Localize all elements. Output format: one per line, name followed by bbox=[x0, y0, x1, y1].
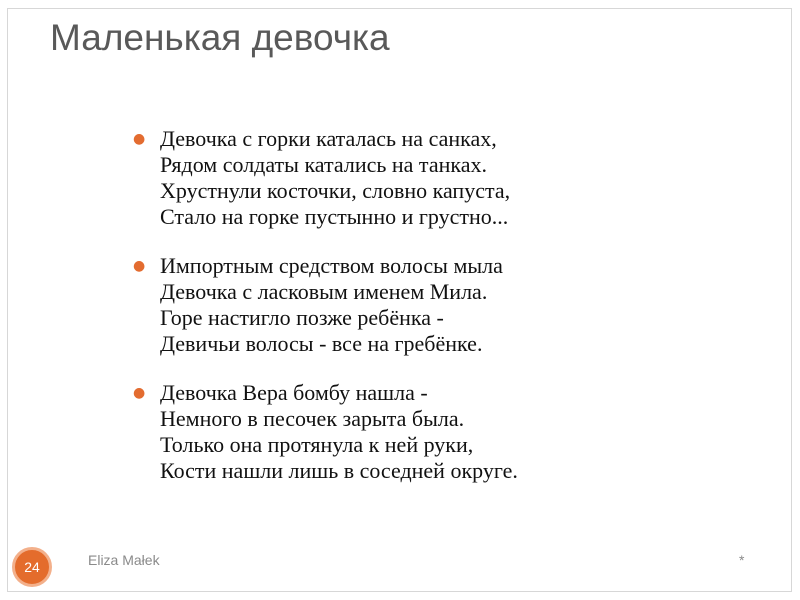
poem-line: Девочка с горки каталась на санках, bbox=[160, 126, 497, 151]
page-number: 24 bbox=[24, 559, 40, 575]
poem-line: Девичьи волосы - все на гребёнке. bbox=[160, 331, 483, 356]
page-number-badge bbox=[12, 547, 52, 587]
poem-line: Девочка Вера бомбу нашла - bbox=[160, 380, 428, 405]
poem-line: Горе настигло позже ребёнка - bbox=[160, 305, 444, 330]
poem-line: Стало на горке пустынно и грустно... bbox=[160, 204, 509, 229]
poem-line: Рядом солдаты катались на танках. bbox=[160, 152, 487, 177]
poem-line: Хрустнули косточки, словно капуста, bbox=[160, 178, 511, 203]
poem-line: Импортным средством волосы мыла bbox=[160, 253, 503, 278]
bullet-icon: ● bbox=[133, 131, 146, 147]
poem-line: Кости нашли лишь в соседней округе. bbox=[160, 458, 518, 483]
poem-content bbox=[133, 126, 693, 507]
stanza-2 bbox=[133, 253, 693, 357]
poem-line: Девочка с ласковым именем Мила. bbox=[160, 279, 488, 304]
stanza-1 bbox=[133, 126, 693, 230]
footer-mark: * bbox=[739, 552, 745, 568]
bullet-icon: ● bbox=[133, 385, 146, 401]
poem-line: Только она протянула к ней руки, bbox=[160, 432, 474, 457]
bullet-icon: ● bbox=[133, 258, 146, 274]
poem-line: Немного в песочек зарыта была. bbox=[160, 406, 465, 431]
slide-title: Маленькая девочка bbox=[50, 17, 390, 58]
stanza-3 bbox=[133, 380, 693, 484]
author-name: Eliza Małek bbox=[88, 552, 160, 568]
